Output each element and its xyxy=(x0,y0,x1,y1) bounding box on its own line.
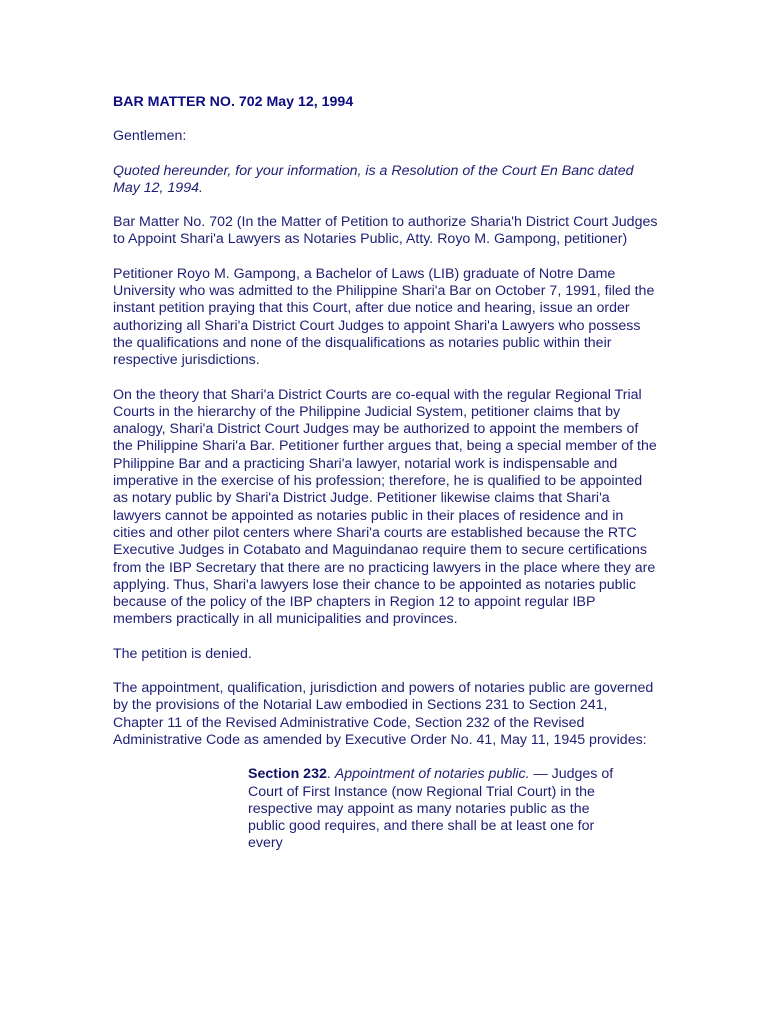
section-text: — Judges of Court of First Instance (now Regional Trial Court) in the respective may appoint as many notaries public as the public good requires, and there shall be at least one for every xyxy=(248,766,614,852)
document-title: BAR MATTER NO. 702 May 12, 1994 xyxy=(113,94,354,110)
case-caption: Bar Matter No. 702 (In the Matter of Petition to authorize Sharia'h District Court Judges to Appoint Shari'a Lawyers as Notaries Public, Atty. Royo M. Gampong, petitioner) xyxy=(113,214,658,248)
paragraph-notarial-law: The appointment, qualification, jurisdiction and powers of notaries public are governed by the provisions of the Notarial Law embodied in Sections 231 to Section 241, Chapter 11 of the Revised Administrative Code, Section 232 of the Revised Administrative Code as amended by Executive Order No. 41, May 11, 1945 provides: xyxy=(113,680,654,748)
salutation: Gentlemen: xyxy=(113,128,187,145)
section-title: Appointment of notaries public. xyxy=(334,766,530,783)
paragraph-petitioner: Petitioner Royo M. Gampong, a Bachelor of Laws (LIB) graduate of Notre Dame University who was admitted to the Philippine Shari'a Bar on October 7, 1991, filed the instant petition praying that this Court, after due notice and hearing, issue an order authorizing all Shari'a District Court Judges to appoint Shari'a Lawyers who possess the qualifications and none of the disqualifications as notaries public within their respective jurisdictions. xyxy=(113,265,655,369)
paragraph-denied: The petition is denied. xyxy=(113,645,252,662)
section-label: Section 232 xyxy=(248,766,327,783)
intro-paragraph: Quoted hereunder, for your information, is a Resolution of the Court En Banc dated May 12, 1994. xyxy=(113,162,634,196)
quoted-section: Section 232. Appointment of notaries public. — Judges of Court of First Instance (now Regional Trial Court) in the respective may appoint as many notaries public as the public good requires, and there shall be at least one for every xyxy=(248,766,614,852)
paragraph-theory: On the theory that Shari'a District Courts are co-equal with the regular Regional Trial Courts in the hierarchy of the Philippine Judicial System, petitioner claims that by analogy, Shari'a District Court Judges may be authorized to appoint the members of the Philippine Shari'a Bar. Petitioner further argues that, being a special member of the Philippine Bar and a practicing Shari'a lawyer, notarial work is indispensable and imperative in the exercise of his profession; therefore, he is qualified to be appointed as notary public by Shari'a District Judge. Petitioner likewise claims that Shari'a lawyers cannot be appointed as notaries public in their places of residence and in cities and other pilot centers where Shari'a courts are established because the RTC Executive Judges in Cotabato and Maguindanao require them to secure certifications from the IBP Secretary that there are no practicing lawyers in the place where they are applying. Thus, Shari'a lawyers lose their chance to be appointed as notaries public because of the policy of the IBP chapters in Region 12 to appoint regular IBP members practically in all municipalities and provinces. xyxy=(113,386,657,628)
document-body xyxy=(113,94,658,853)
